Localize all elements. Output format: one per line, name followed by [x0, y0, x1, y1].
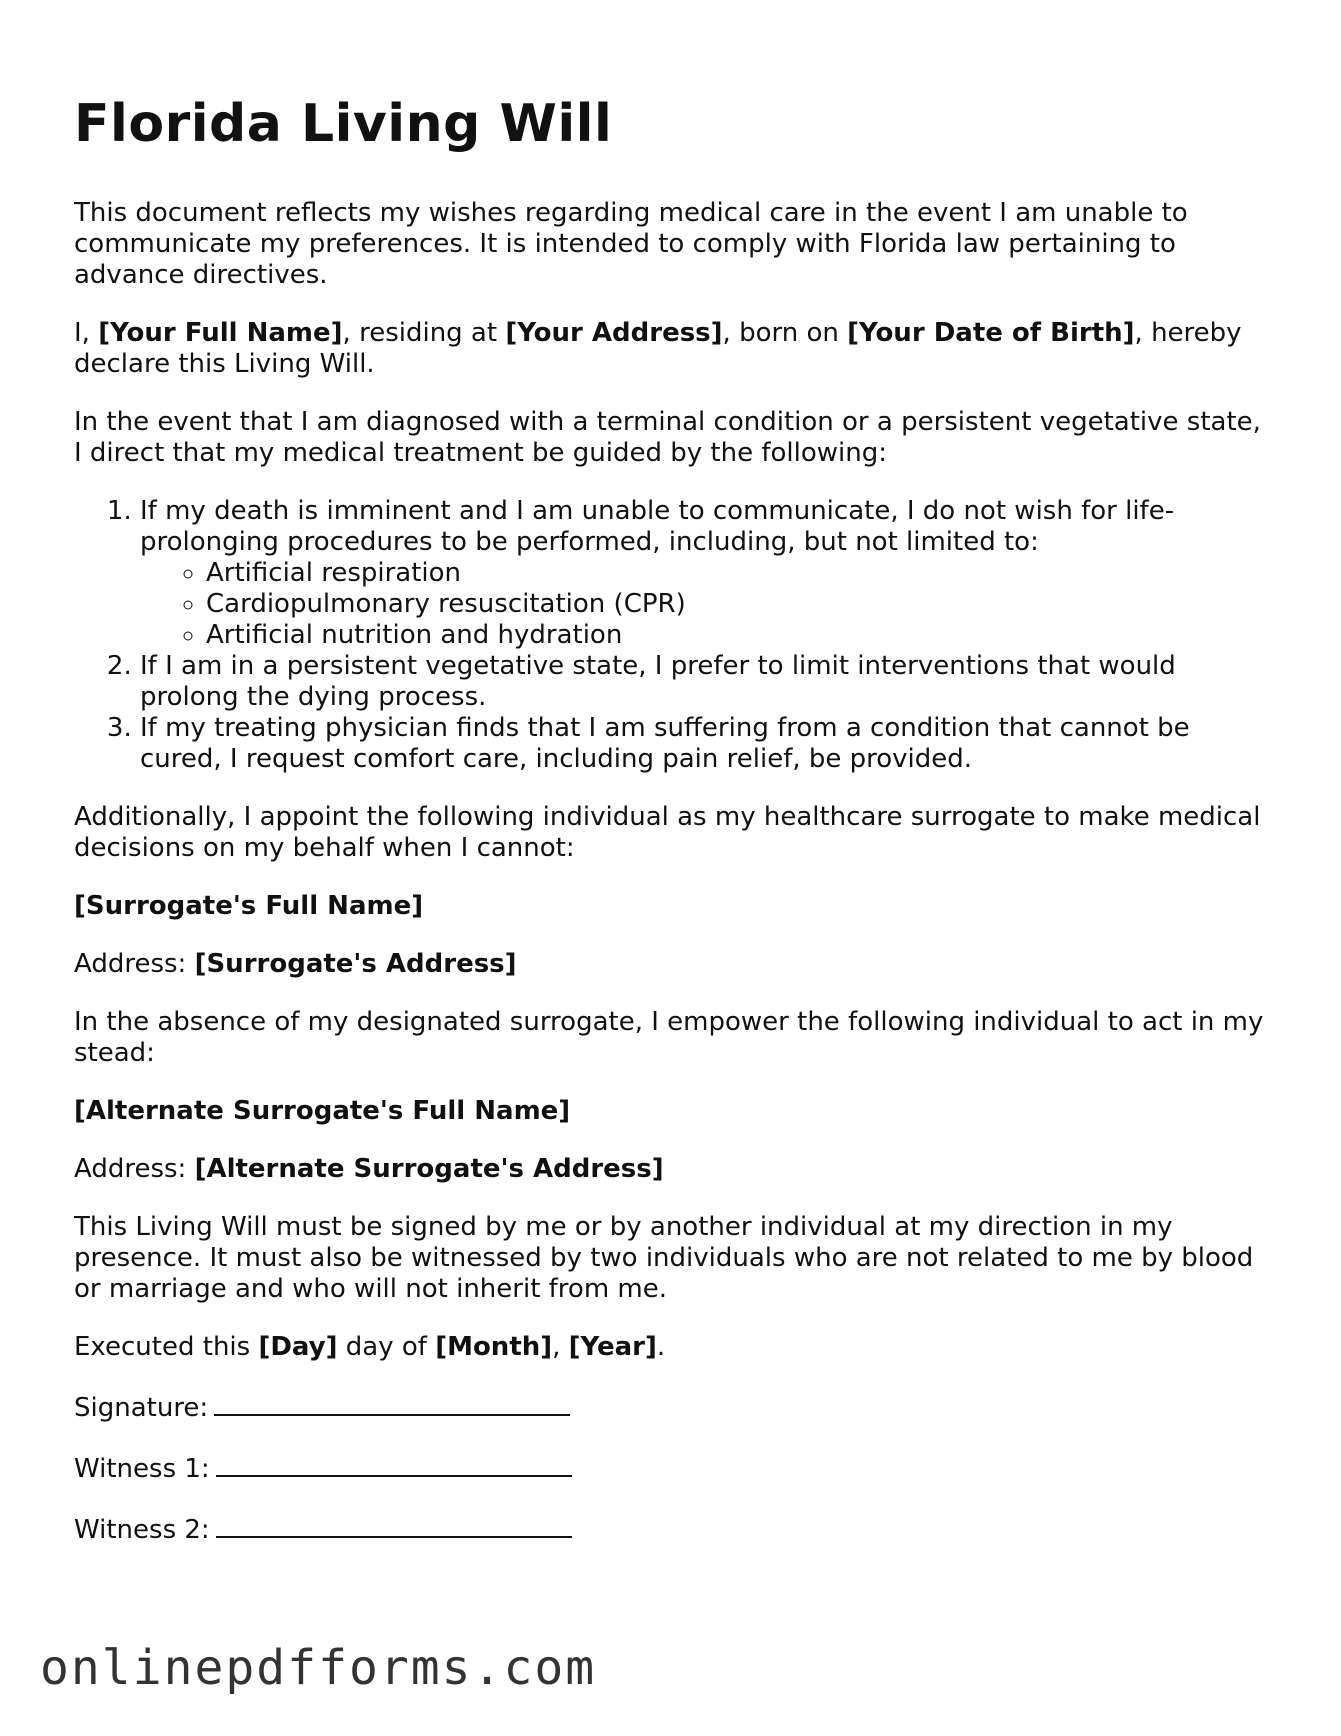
- full-name-placeholder: [Your Full Name]: [98, 318, 343, 348]
- surrogate-address-label: Address:: [74, 949, 195, 979]
- procedure-item: ◦ Cardiopulmonary resuscitation (CPR): [206, 589, 1274, 620]
- surrogate-address-placeholder: [Surrogate's Address]: [194, 949, 517, 979]
- witness2-line: [74, 1512, 1274, 1546]
- witness1-label: Witness 1:: [74, 1454, 210, 1484]
- site-watermark: onlinepdfforms.com: [40, 1640, 597, 1696]
- page-title: Florida Living Will: [74, 94, 613, 154]
- dob-placeholder: [Your Date of Birth]: [847, 318, 1135, 348]
- alternate-name-placeholder: [Alternate Surrogate's Full Name]: [74, 1096, 571, 1126]
- executed-line: [74, 1332, 1274, 1363]
- declaration-born: , born on: [722, 318, 848, 348]
- alternate-address: [74, 1154, 1274, 1185]
- directives-list: [74, 496, 1274, 775]
- address-placeholder: [Your Address]: [505, 318, 723, 348]
- witness2-field[interactable]: [216, 1512, 572, 1538]
- surrogate-address: [74, 949, 1274, 980]
- declaration-prefix: I,: [74, 318, 99, 348]
- directive-item-2: 2. If I am in a persistent vegetative state, I prefer to limit interventions that would prolong the dying process.: [140, 651, 1274, 713]
- signature-label: Signature:: [74, 1393, 209, 1423]
- alternate-intro: In the absence of my designated surrogate, I empower the following individual to act in my stead:: [74, 1007, 1264, 1068]
- directive-item-3: 3. If my treating physician finds that I am suffering from a condition that cannot be cured, I request comfort care, including pain relief, be provided.: [140, 713, 1274, 775]
- witness1-field[interactable]: [216, 1451, 572, 1477]
- executed-comma: ,: [552, 1332, 569, 1362]
- declaration-paragraph: [74, 318, 1274, 380]
- procedures-list: [140, 558, 1274, 651]
- directive-item-1: [140, 496, 1274, 651]
- intro-paragraph: This document reflects my wishes regarding medical care in the event I am unable to communicate my preferences. It is intended to comply with Florida law pertaining to advance directives.: [74, 198, 1188, 290]
- alternate-address-placeholder: [Alternate Surrogate's Address]: [194, 1154, 664, 1184]
- signature-field[interactable]: [214, 1390, 570, 1416]
- witness2-label: Witness 2:: [74, 1515, 210, 1545]
- executed-day-of: day of: [337, 1332, 436, 1362]
- year-placeholder: [Year]: [568, 1332, 657, 1362]
- declaration-residing: , residing at: [342, 318, 506, 348]
- witness1-line: [74, 1451, 1274, 1485]
- surrogate-name: [74, 891, 1274, 922]
- alternate-address-label: Address:: [74, 1154, 195, 1184]
- day-placeholder: [Day]: [258, 1332, 338, 1362]
- directive-text: If my death is imminent and I am unable to communicate, I do not wish for life-prolonging procedures to be performed, including, but not limited to:: [140, 496, 1175, 557]
- month-placeholder: [Month]: [435, 1332, 553, 1362]
- procedure-item: ◦ Artificial nutrition and hydration: [206, 620, 1274, 651]
- alternate-name: [74, 1096, 1274, 1127]
- document-page: [74, 92, 1274, 1573]
- signing-paragraph: This Living Will must be signed by me or by another individual at my direction in my presence. It must also be witnessed by two individuals who are not related to me by blood or marriage and who will not inherit from me.: [74, 1212, 1254, 1304]
- declaration-suffix: , hereby declare this Living Will.: [74, 318, 1242, 379]
- condition-paragraph: In the event that I am diagnosed with a terminal condition or a persistent vegetative state, I direct that my medical treatment be guided by the following:: [74, 407, 1261, 468]
- signature-line: [74, 1390, 1274, 1424]
- surrogate-intro: Additionally, I appoint the following individual as my healthcare surrogate to make medical decisions on my behalf when I cannot:: [74, 802, 1261, 863]
- surrogate-name-placeholder: [Surrogate's Full Name]: [74, 891, 424, 921]
- executed-prefix: Executed this: [74, 1332, 259, 1362]
- executed-period: .: [656, 1332, 666, 1362]
- procedure-item: ◦ Artificial respiration: [206, 558, 1274, 589]
